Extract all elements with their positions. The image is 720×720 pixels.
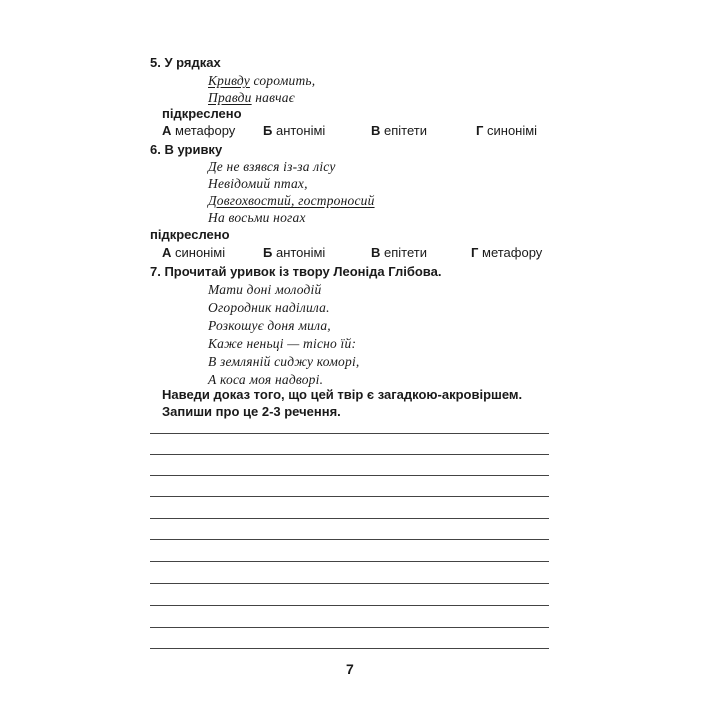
q5-underlined-word-2: Правди <box>208 90 252 105</box>
q6-underlined-label: підкреслено <box>150 227 230 242</box>
q5-line2-rest: навчає <box>251 90 295 105</box>
q5-option-b-letter: Б <box>263 123 273 138</box>
answer-line[interactable] <box>150 518 549 519</box>
answer-line[interactable] <box>150 648 549 649</box>
q5-option-d-letter: Г <box>476 123 484 138</box>
q6-poem-line-1: Де не взявся із-за лісу <box>208 159 336 174</box>
q5-option-a[interactable] <box>162 124 235 137</box>
answer-line[interactable] <box>150 454 549 455</box>
q6-option-d[interactable] <box>471 246 542 259</box>
q6-option-b-text: антонімі <box>275 245 326 260</box>
question-7-title: 7. Прочитай уривок із твору Леоніда Глібова. <box>150 264 442 279</box>
answer-line[interactable] <box>150 583 549 584</box>
q7-poem-line-3: Розкошує доня мила, <box>208 318 331 333</box>
answer-line[interactable] <box>150 627 549 628</box>
q5-poem-line-2 <box>208 91 295 105</box>
answer-line[interactable] <box>150 539 549 540</box>
q6-option-c-letter: В <box>371 245 381 260</box>
q6-poem-line-3-underlined: Довгохвостий, гостроносий <box>208 193 375 208</box>
q5-option-c[interactable] <box>371 124 427 137</box>
question-6-title: 6. В уривку <box>150 142 223 157</box>
q7-instruction-2: Запиши про це 2-3 речення. <box>162 404 341 419</box>
q5-option-c-text: епітети <box>384 123 427 138</box>
q6-option-c-text: епітети <box>384 245 427 260</box>
q5-line1-rest: соромить, <box>249 73 316 88</box>
answer-line[interactable] <box>150 475 549 476</box>
q5-poem-line-1 <box>208 74 315 88</box>
answer-line[interactable] <box>150 496 549 497</box>
q5-option-b-text: антонімі <box>275 123 326 138</box>
q5-option-a-letter: А <box>162 123 172 138</box>
q6-option-a-text: синонімі <box>175 245 226 260</box>
q5-option-c-letter: В <box>371 123 381 138</box>
q7-poem-line-1: Мати доні молодій <box>208 282 322 297</box>
page-number: 7 <box>346 661 354 677</box>
q6-poem-line-4: На восьми ногах <box>208 210 306 225</box>
q6-option-a[interactable] <box>162 246 225 259</box>
q6-option-c[interactable] <box>371 246 427 259</box>
q6-poem-line-2: Невідомий птах, <box>208 176 308 191</box>
answer-line[interactable] <box>150 433 549 434</box>
q7-poem-line-5: В земляній сиджу коморі, <box>208 354 360 369</box>
q6-option-b-letter: Б <box>263 245 273 260</box>
q6-option-b[interactable] <box>263 246 325 259</box>
q6-option-a-letter: А <box>162 245 172 260</box>
question-5-title: 5. У рядках <box>150 55 221 70</box>
q7-poem-line-4: Каже неньці — тісно їй: <box>208 336 357 351</box>
q7-poem-line-2: Огородник наділила. <box>208 300 330 315</box>
q5-underlined-label: підкреслено <box>162 106 242 121</box>
q7-poem-line-6: А коса моя надворі. <box>208 372 324 387</box>
q6-option-d-text: метафору <box>482 245 543 260</box>
q7-instruction-1: Наведи доказ того, що цей твір є загадкою-акровіршем. <box>162 387 523 402</box>
q6-option-d-letter: Г <box>471 245 479 260</box>
q5-option-b[interactable] <box>263 124 325 137</box>
q5-underlined-word-1: Кривду <box>208 73 250 88</box>
answer-line[interactable] <box>150 561 549 562</box>
q5-option-d-text: синонімі <box>487 123 538 138</box>
q5-option-d[interactable] <box>476 124 537 137</box>
answer-line[interactable] <box>150 605 549 606</box>
q5-option-a-text: метафору <box>175 123 236 138</box>
